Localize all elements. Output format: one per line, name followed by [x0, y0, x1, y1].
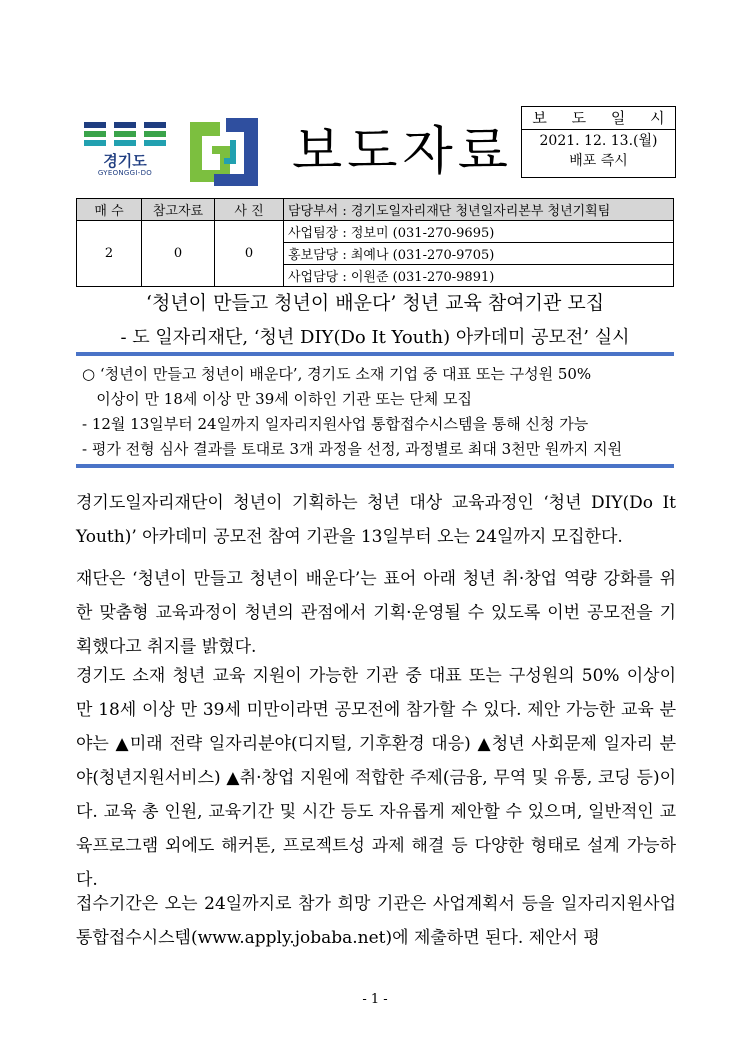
body-paragraph: 경기도일자리재단이 청년이 기획하는 청년 대상 교육과정인 ‘청년 DIY(Do It Youth)’ 아카데미 공모전 참여 기관을 13일부터 오는 24일까지 모집한다. [76, 493, 676, 547]
release-date-box [521, 106, 676, 178]
department: 담당부서 : 경기도일자리재단 청년일자리본부 청년기획팀 [284, 199, 674, 221]
summary-line: 이상이 만 18세 이상 만 39세 이하인 기관 또는 단체 모집 [82, 390, 472, 408]
divider-bottom [76, 464, 674, 468]
headline: ‘청년이 만들고 청년이 배운다’ 청년 교육 참여기관 모집 [145, 292, 605, 314]
contact-pr: 홍보담당 : 최예나 (031-270-9705) [284, 243, 674, 265]
header-photos: 사 진 [215, 199, 284, 221]
summary-line: ○ ‘청년이 만들고 청년이 배운다’, 경기도 소재 기업 중 대표 또는 구성원 50% [82, 365, 592, 383]
release-date: 2021. 12. 13.(월) [539, 133, 658, 149]
release-timing: 배포 즉시 [569, 153, 628, 169]
info-table [76, 198, 674, 287]
release-date-label: 보 도 일 시 [522, 107, 675, 130]
value-pages: 2 [77, 221, 142, 287]
summary-line: - 평가 전형 심사 결과를 토대로 3개 과정을 선정, 과정별로 최대 3천만 원까지 지원 [82, 440, 623, 458]
page-title: 보도자료 [292, 122, 513, 182]
body-paragraph: 재단은 ‘청년이 만들고 청년이 배운다’는 표어 아래 청년 취·창업 역량 강화를 위한 맞춤형 교육과정이 청년의 관점에서 기획·운영될 수 있도록 이번 공모전을 기획했다고 취지를 밝혔다. [76, 569, 676, 657]
foundation-logo-icon [186, 114, 261, 190]
header-attachments: 참고자료 [142, 199, 215, 221]
header-pages: 매 수 [77, 199, 142, 221]
divider-top [76, 352, 674, 356]
gyeonggi-logo [80, 118, 170, 180]
subheadline: - 도 일자리재단, ‘청년 DIY(Do It Youth) 아카데미 공모전’ 실시 [120, 327, 630, 348]
body-paragraph: 접수기간은 오는 24일까지로 참가 희망 기관은 사업계획서 등을 일자리지원사업 통합접수시스템(www.apply.jobaba.net)에 제출하면 된다. 제안서 평 [76, 894, 676, 948]
value-attachments: 0 [142, 221, 215, 287]
contact-manager: 사업담당 : 이원준 (031-270-9891) [284, 265, 674, 287]
page-number: - 1 - [362, 992, 388, 1007]
summary-line: - 12월 13일부터 24일까지 일자리지원사업 통합접수시스템을 통해 신청 가능 [82, 415, 589, 433]
org-name-en: GYEONGGI-DO [97, 169, 153, 177]
contact-team-lead: 사업팀장 : 정보미 (031-270-9695) [284, 221, 674, 243]
body-paragraph: 경기도 소재 청년 교육 지원이 가능한 기관 중 대표 또는 구성원의 50% 이상이 만 18세 이상 만 39세 미만이라면 공모전에 참가할 수 있다. 제안 가능한 교육 분야는 ▲미래 전략 일자리분야(디지털, 기후환경 대응) ▲청년 사회문제 일자리 분야(청년지원서비스) ▲취·창업 지원에 적합한 주제(금융, 무역 및 유통, 코딩 등)이다. 교육 총 인원, 교육기간 및 시간 등도 자유롭게 제안할 수 있으며, 일반적인 교육프로그램 외에도 해커톤, 프로젝트성 과제 해결 등 다양한 형태로 설계 가능하다. [76, 666, 676, 890]
value-photos: 0 [215, 221, 284, 287]
org-name: 경기도 [103, 152, 147, 170]
